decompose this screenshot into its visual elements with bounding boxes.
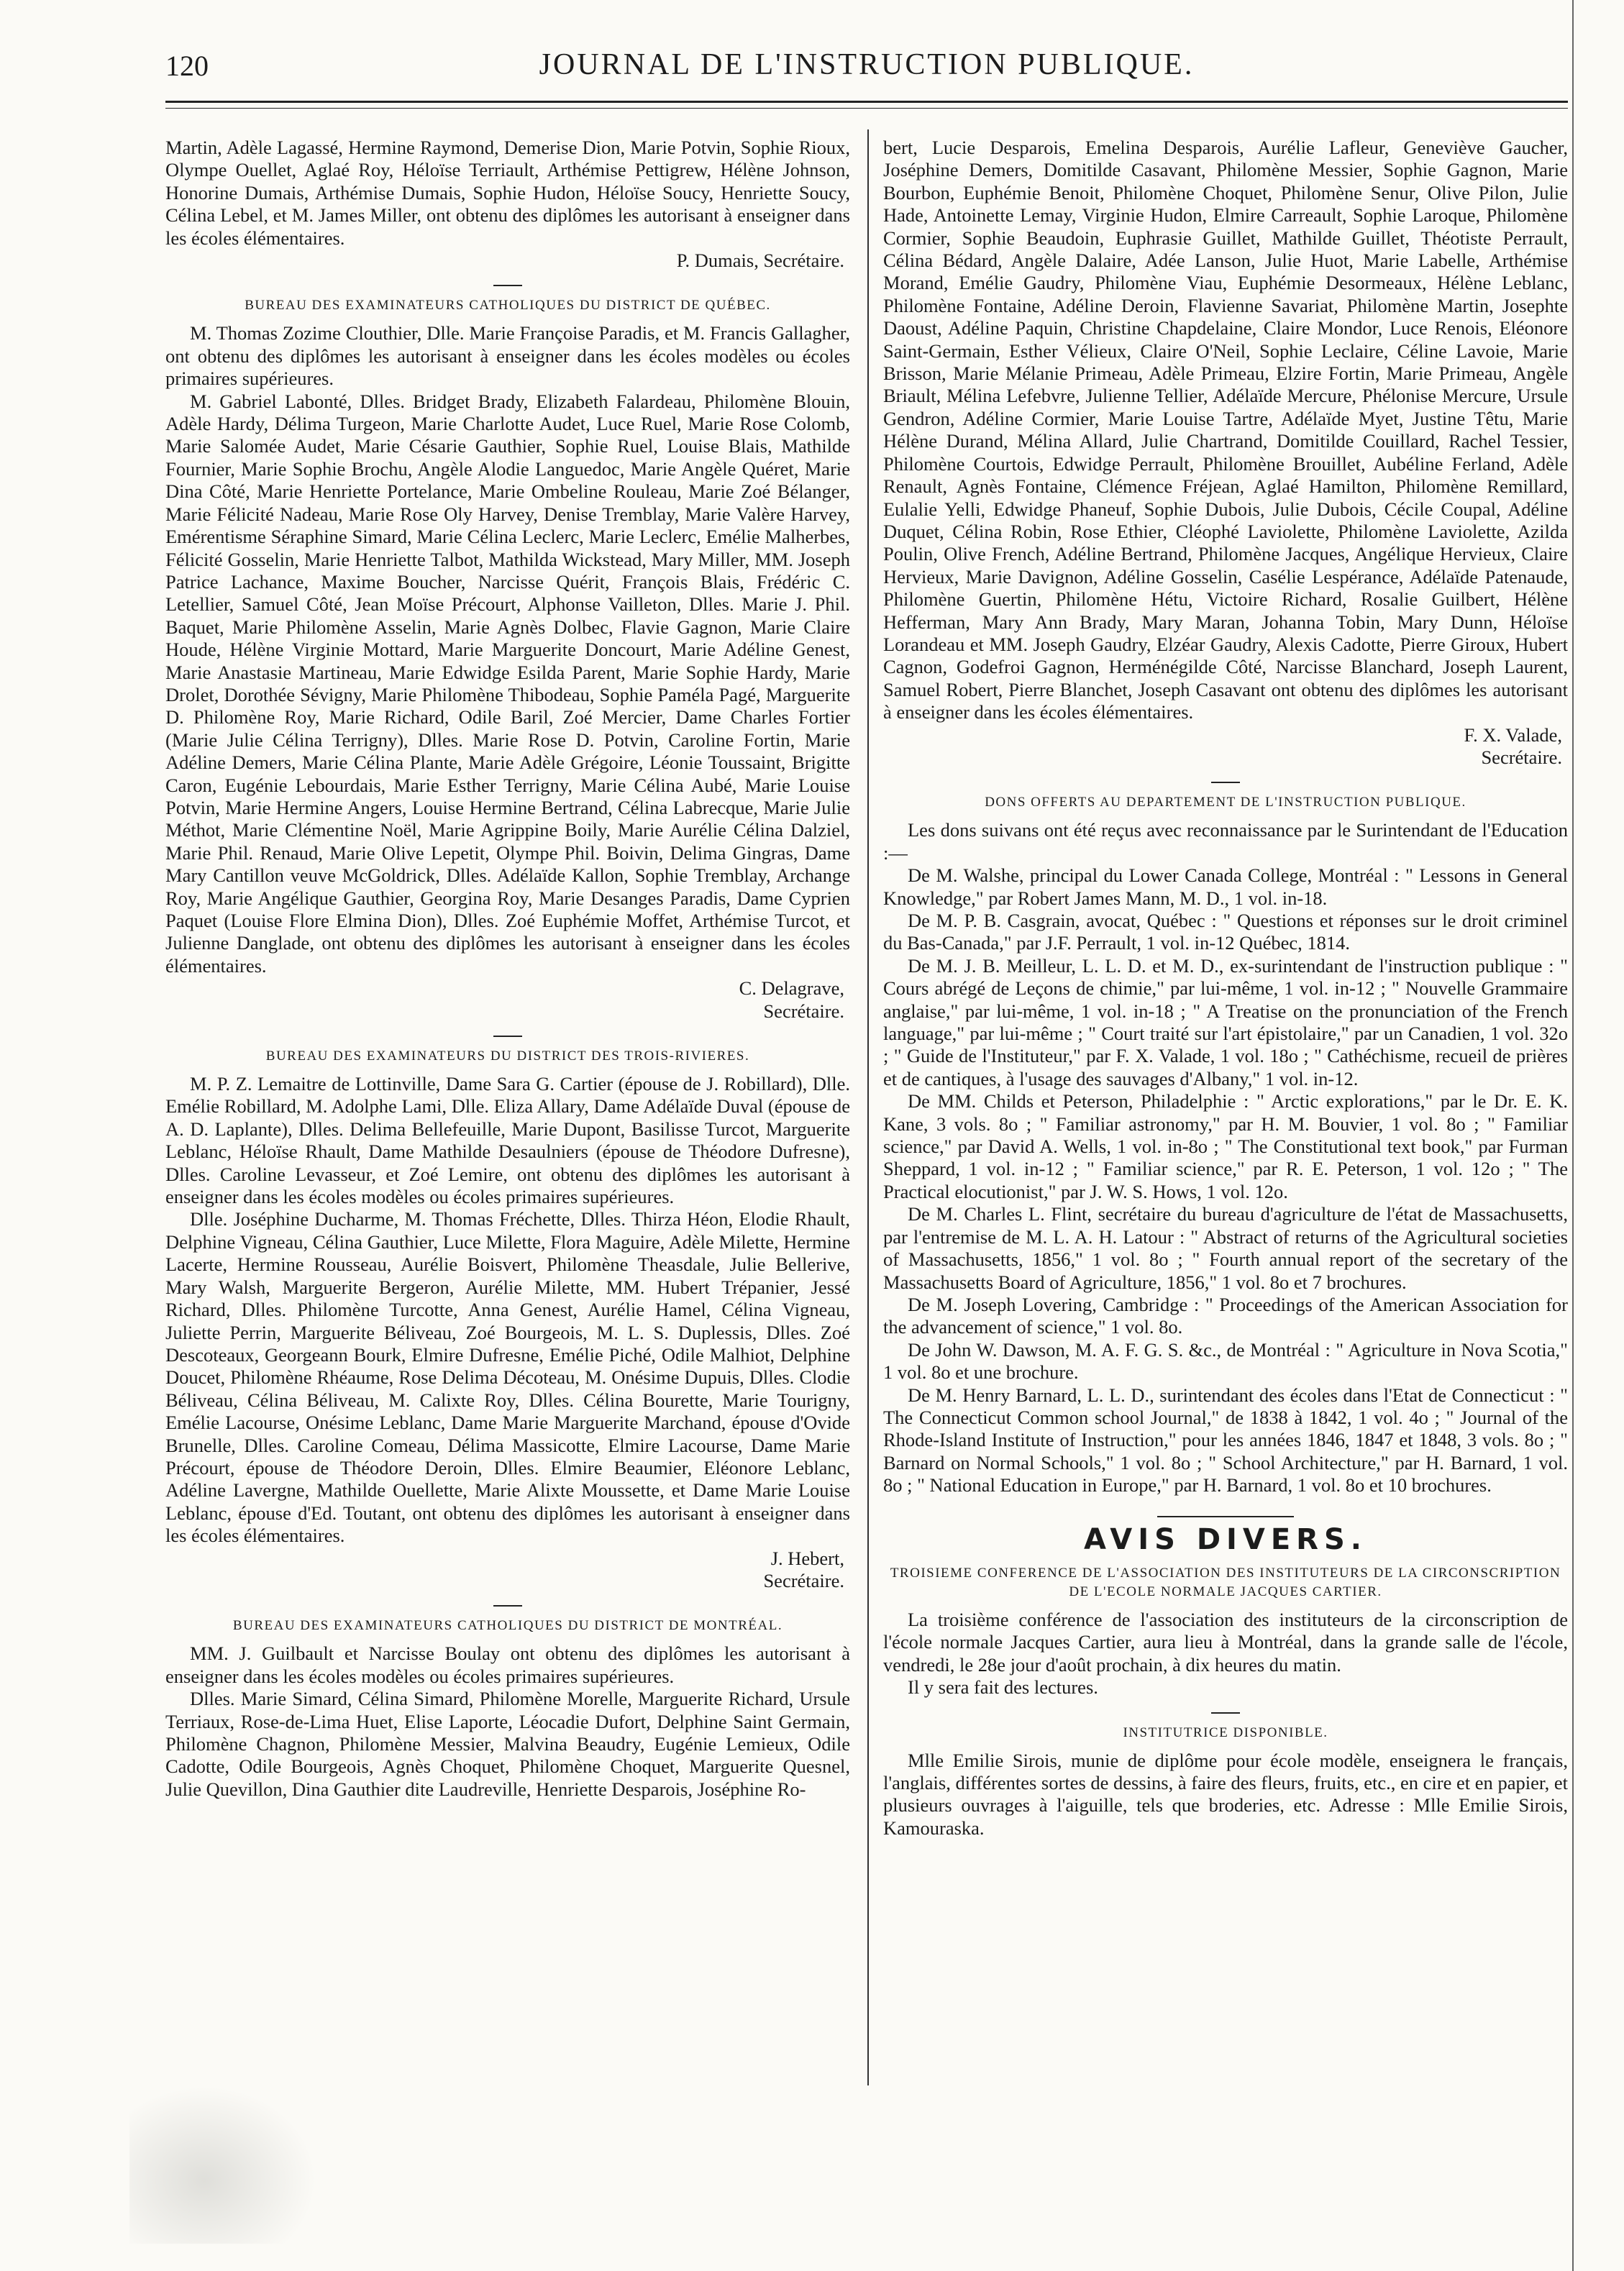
separator — [1211, 1712, 1240, 1714]
paragraph: De John W. Dawson, M. A. F. G. S. &c., de Montréal : " Agriculture in Nova Scotia," 1 vol. 8o et une brochure. — [883, 1338, 1568, 1384]
journal-title: JOURNAL DE L'INSTRUCTION PUBLIQUE. — [539, 48, 1195, 81]
section-heading: TROISIEME CONFERENCE DE L'ASSOCIATION DES INSTITUTEURS DE LA CIRCONSCRIPTION DE L'ECOLE NORMALE JACQUES CARTIER. — [890, 1565, 1561, 1599]
paragraph: M. P. Z. Lemaitre de Lottinville, Dame Sara G. Cartier (épouse de J. Robillard), Dlle. Emélie Robillard, M. Adolphe Lami, Dlle. Eliza Allary, Dame Adélaïde Duval (épouse de A. D. Laplante), Dlles. Delima Bellefeuille, Marie Dupont, Basilisse Turcot, Marguerite Leblanc, Héloïse Rhault, Dame Mathilde Desaulniers (épouse de Théodore Dufresne), Dlles. Caroline Levasseur, et Zoé Lemire, ont obtenu des diplômes les autorisant à enseigner dans les écoles modèles ou écoles primaires supérieures. — [165, 1073, 850, 1208]
signature: P. Dumais, Secrétaire. — [676, 250, 844, 272]
paragraph: Martin, Adèle Lagassé, Hermine Raymond, Demerise Dion, Marie Potvin, Sophie Rioux, Olympe Ouellet, Aglaé Roy, Héloïse Terriault, Arthémise Pettigrew, Hélène Johnson, Honorine Dumais, Arthémise Dumais, Sophie Hudon, Héloïse Soucy, Henriette Soucy, Célina Lebel, et M. James Miller, ont obtenu des diplômes les autorisant à enseigner dans les écoles élémentaires. — [165, 137, 850, 249]
column-divider — [867, 129, 869, 2085]
avis-divers-heading: AVIS DIVERS. — [1084, 1522, 1367, 1556]
page-edge-rule — [1572, 0, 1574, 2271]
paragraph: Dlles. Marie Simard, Célina Simard, Philomène Morelle, Marguerite Richard, Ursule Terriaux, Rose-de-Lima Huet, Elise Laporte, Léocadie Dufort, Delphine Saint Germain, Philomène Chagnon, Philomène Messier, Malvina Beaudry, Eugénie Lemieux, Odile Cadotte, Odile Bourgeois, Agnès Choquet, Philomène Choquet, Marguerite Quesnel, Julie Quevillon, Dina Gauthier dite Laudreville, Henriette Desparois, Joséphine Ro- — [165, 1688, 850, 1800]
paragraph: M. Thomas Zozime Clouthier, Dlle. Marie Françoise Paradis, et M. Francis Gallagher, ont obtenu des diplômes les autorisant à enseigner dans les écoles modèles ou écoles primaires supérieures. — [165, 322, 850, 390]
page-number: 120 — [165, 50, 209, 82]
section-heading: INSTITUTRICE DISPONIBLE. — [1123, 1724, 1328, 1740]
paragraph: MM. J. Guilbault et Narcisse Boulay ont obtenu des diplômes les autorisant à enseigner dans les écoles modèles ou écoles primaires supérieures. — [165, 1642, 850, 1687]
paper-stain — [129, 2085, 316, 2244]
separator — [493, 1036, 522, 1037]
signature-name: F. X. Valade, — [1464, 723, 1562, 746]
signature-title: Secrétaire. — [1481, 746, 1562, 768]
signature-title: Secrétaire. — [763, 1000, 844, 1022]
paragraph: bert, Lucie Desparois, Emelina Desparois, Aurélie Lafleur, Geneviève Gaucher, Joséphine Demers, Domitilde Casavant, Philomène Messier, Sophie Gagnon, Marie Bourbon, Euphémie Benoit, Philomène Choquet, Philomène Senur, Olive Pilon, Julie Hade, Antoinette Lemay, Virginie Hudon, Elmire Carreault, Sophie Laroque, Philomène Cormier, Sophie Beaudoin, Euphrasie Guillet, Mathilde Guillet, Théotiste Perrault, Célina Bédard, Angèle Dalaire, Adée Lanson, Julie Huot, Marie Labelle, Arthémise Morand, Emélie Gaudry, Philomène Viau, Euphémie Desormeaux, Hélène Leblanc, Philomène Fontaine, Adéline Deroin, Flavienne Savariat, Philomène Martin, Josephte Daoust, Adéline Paquin, Christine Chapdelaine, Claire Mondor, Luce Renois, Eléonore Saint-Germain, Esther Vélieux, Claire O'Neil, Sophie Leclaire, Céline Lavoie, Marie Brisson, Marie Mélanie Primeau, Adèle Primeau, Elzire Fortin, Marie Primeau, Angèle Briault, Mélina Lefebvre, Julienne Tellier, Adélaïde Mercure, Phélonise Mercure, Ursule Gendron, Adéline Cormier, Marie Louise Tartre, Adélaïde Myet, Justine Têtu, Marie Hélène Durand, Mélina Allard, Julie Chartrand, Domitilde Couillard, Rachel Tessier, Philomène Courtois, Edwidge Perrault, Philomène Brouillet, Aubéline Ferland, Adèle Renault, Agnès Fontaine, Clémence Fréjean, Aglaé Hamilton, Philomène Remillard, Eulalie Yelli, Edwidge Phaneuf, Sophie Dubois, Julie Dubois, Cécile Coupal, Adéline Duquet, Célina Robin, Rose Ethier, Cléophé Laviolette, Philomène Laviolette, Azilda Poulin, Olive French, Adéline Bertrand, Philomène Jacques, Angélique Hervieux, Claire Hervieux, Marie Davignon, Adéline Gosselin, Casélie Lespérance, Adélaïde Patenaude, Philomène Guertin, Philomène Hétu, Victoire Richard, Rosalie Guilbert, Hélène Hefferman, Mary Ann Brady, Mary Maran, Johanna Tobin, Mary Dunn, Héloïse Lorandeau et MM. Joseph Gaudry, Elzéar Gaudry, Alexis Cadotte, Pierre Giroux, Hubert Cagnon, Godefroi Gagnon, Herménégilde Côté, Narcisse Blanchard, Joseph Laurent, Samuel Robert, Pierre Blanchet, Joseph Casavant ont obtenu des diplômes les autorisant à enseigner dans les écoles élémentaires. — [883, 137, 1568, 723]
paragraph: Mlle Emilie Sirois, munie de diplôme pour école modèle, enseignera le français, l'anglais, différentes sortes de dessins, à faire des fleurs, fruits, etc., en cire et en papier, et plusieurs ouvrages à l'aiguille, tels que broderies, etc. Adresse : Mlle Emilie Sirois, Kamouraska. — [883, 1749, 1568, 1839]
right-column — [883, 137, 1568, 2093]
paragraph: Il y sera fait des lectures. — [908, 1676, 1098, 1699]
paragraph: M. Gabriel Labonté, Dlles. Bridget Brady, Elizabeth Falardeau, Philomène Blouin, Adèle Hardy, Délima Turgeon, Marie Charlotte Audet, Luce Ruel, Marie Rose Colomb, Marie Salomée Audet, Marie Césarie Gauthier, Sophie Ruel, Louise Blais, Mathilde Fournier, Marie Sophie Brochu, Angèle Alodie Languedoc, Marie Angèle Quéret, Marie Dina Côté, Marie Henriette Portelance, Marie Ombeline Rouleau, Marie Zoé Bélanger, Marie Félicité Nadeau, Marie Rose Oly Harvey, Denise Tremblay, Marie Valère Harvey, Emérentisme Séraphine Simard, Marie Célina Leclerc, Marie Leclerc, Emélie Malherbes, Félicité Gosselin, Marie Henriette Talbot, Mathilda Wickstead, Mary Miller, MM. Joseph Patrice Lachance, Maxime Boucher, Narcisse Quérit, François Blais, Frédéric C. Letellier, Samuel Côté, Jean Moïse Précourt, Alphonse Vailleton, Dlles. Marie J. Phil. Baquet, Marie Philomène Asselin, Marie Agnès Dolbec, Flavie Gagnon, Marie Claire Houde, Hélène Virginie Mottard, Marie Marguerite Doncourt, Marie Adéline Genest, Marie Anastasie Martineau, Marie Edwidge Esilda Parent, Marie Sophie Hardy, Marie Drolet, Dorothée Sévigny, Marie Philomène Thibodeau, Sophie Paméla Pagé, Marguerite D. Philomène Roy, Marie Richard, Odile Baril, Zoé Mercier, Dame Charles Fortier (Marie Julie Célina Terrigny), Dlles. Marie Rose D. Potvin, Caroline Fortin, Marie Adéline Demers, Marie Célina Plante, Marie Adèle Grégoire, Léonie Toussaint, Brigitte Caron, Eugénie Lebourdais, Marie Esther Terrigny, Marie Célina Aubé, Marie Louise Potvin, Marie Hermine Angers, Louise Hermine Bertrand, Célina Labrecque, Marie Julie Méthot, Marie Clémentine Noël, Marie Agrippine Boily, Marie Aurélie Célina Dalziel, Marie Phil. Renaud, Marie Olive Lepetit, Olympe Phil. Boivin, Delima Gingras, Dame Mary Cantillon veuve McGoldrick, Dlles. Adélaïde Kallon, Sophie Tremblay, Archange Roy, Marie Angélique Gauthier, Georgina Roy, Marie Desanges Paradis, Dame Cyprien Paquet (Louise Flore Elmina Dion), Dlles. Zoé Euphémie Moffet, Arthémise Turcot, et Julienne Danglade, ont obtenu des diplômes les autorisant à enseigner dans les écoles élémentaires. — [165, 390, 850, 977]
section-heading: BUREAU DES EXAMINATEURS CATHOLIQUES DU DISTRICT DE MONTRÉAL. — [232, 1618, 783, 1634]
section-heading: DONS OFFERTS AU DEPARTEMENT DE L'INSTRUCTION PUBLIQUE. — [985, 795, 1466, 810]
paragraph: Les dons suivans ont été reçus avec reconnaissance par le Surintendant de l'Education :— — [883, 819, 1568, 864]
section-heading: BUREAU DES EXAMINATEURS DU DISTRICT DES TROIS-RIVIERES. — [265, 1048, 750, 1064]
paragraph: De M. Henry Barnard, L. L. D., surintendant des écoles dans l'Etat de Connecticut : " The Connecticut Common school Journal," de 1838 à 1842, 1 vol. 4o ; " Journal of the Rhode-Island Institute of Instruction," pour les années 1846, 1847 et 1848, 3 vols. 8o ; " Barnard on Normal Schools," 1 vol. 8o ; " School Architecture," par H. Barnard, 1 vol. 8o ; " National Education in Europe," par H. Barnard, 1 vol. 8o et 10 brochures. — [883, 1384, 1568, 1497]
separator — [1211, 782, 1240, 783]
header-rule-thin — [165, 108, 1568, 109]
paragraph: De M. J. B. Meilleur, L. L. D. et M. D., ex-surintendant de l'instruction publique : " Cours abrégé de Leçons de chimie," par lui-même, 1 vol. in-12 ; " Nouvelle Grammaire anglaise," par lui-même, 1 vol. in-18 ; " A Treatise on the pronunciation of the French language," par lui-même ; " Court traité sur l'art épistolaire," par un Canadien, 1 vol. 32o ; " Guide de l'Instituteur," par F. X. Valade, 1 vol. 18o ; " Cathéchisme, recueil de prières et de cantiques, à l'usage des sauvages d'Albany," 1 vol. in-12. — [883, 954, 1568, 1089]
signature-name: C. Delagrave, — [739, 977, 844, 1000]
section-heading: BUREAU DES EXAMINATEURS CATHOLIQUES DU DISTRICT DE QUÉBEC. — [245, 298, 771, 314]
header-rule — [165, 101, 1568, 103]
paragraph: La troisième conférence de l'association des instituteurs de la circonscription de l'école normale Jacques Cartier, aura lieu à Montréal, dans la grande salle de l'école, vendredi, le 28e jour d'août prochain, à dix heures du matin. — [883, 1608, 1568, 1676]
signature-name: J. Hebert, — [770, 1547, 844, 1569]
separator-wide — [1157, 1516, 1294, 1517]
left-column — [165, 137, 850, 2093]
signature-title: Secrétaire. — [763, 1569, 844, 1591]
paragraph: De M. Walshe, principal du Lower Canada College, Montréal : " Lessons in General Knowledge," par Robert James Mann, M. D., 1 vol. in-18. — [883, 864, 1568, 909]
separator — [493, 1605, 522, 1607]
paragraph: De M. P. B. Casgrain, avocat, Québec : " Questions et réponses sur le droit criminel du Bas-Canada," par J.F. Perrault, 1 vol. in-12 Québec, 1814. — [883, 910, 1568, 954]
page-header — [165, 45, 1568, 95]
paragraph: De M. Charles L. Flint, secrétaire du bureau d'agriculture de l'état de Massachusetts, par l'entremise de M. L. A. H. Latour : " Abstract of returns of the Agricultural societies of Massachusetts, 1856," 1 vol. 8o ; " Fourth annual report of the secretary of the Massachusetts Board of Agriculture, 1856," 1 vol. 8o et 7 brochures. — [883, 1203, 1568, 1293]
paragraph: Dlle. Joséphine Ducharme, M. Thomas Fréchette, Dlles. Thirza Héon, Elodie Rhault, Delphine Vigneau, Célina Gauthier, Luce Milette, Flora Maguire, Adèle Milette, Hermine Lacerte, Hermine Rousseau, Aurélie Boisvert, Philomène Theasdale, Julie Bellerive, Mary Walsh, Marguerite Bergeron, Aurélie Milette, MM. Hubert Trépanier, Jessé Richard, Dlles. Philomène Turcotte, Anna Genest, Aurélie Hamel, Célina Vigneau, Juliette Perrin, Marguerite Béliveau, Zoé Bourgeois, M. L. S. Duplessis, Dlles. Zoé Descoteaux, Georgeann Bourk, Elmire Dufresne, Emélie Piché, Odile Malhiot, Delphine Doucet, Philomène Rhéaume, Rose Delima Décoteau, M. Onésime Dupuis, Dlles. Clodie Béliveau, Célina Béliveau, M. Calixte Roy, Dlles. Célina Bourette, Marie Tourigny, Emélie Lacourse, Onésime Leblanc, Dame Marie Marguerite Marchand, épouse d'Ovide Brunelle, Dlles. Caroline Comeau, Délima Massicotte, Elmire Lacourse, Dame Marie Précourt, épouse de Théodore Deroin, Dlles. Elmire Beaumier, Eléonore Leblanc, Adéline Lavergne, Mathilde Ouellette, Marie Alixte Moussette, et Dame Marie Louise Leblanc, épouse d'Ed. Toutant, ont obtenu des diplômes les autorisant à enseigner dans les écoles élémentaires. — [165, 1208, 850, 1547]
paragraph: De MM. Childs et Peterson, Philadelphie : " Arctic explorations," par le Dr. E. K. Kane, 3 vols. 8o ; " Familiar astronomy," par H. M. Bouvier, 1 vol. 8o ; " Familiar science," par David A. Wells, 1 vol. in-8o ; " The Constitutional text book," par Furman Sheppard, 1 vol. in-12 ; " Familiar science," par R. E. Peterson, 1 vol. 12o ; " The Practical elocutionist," par J. W. S. Hows, 1 vol. 12o. — [883, 1090, 1568, 1202]
paragraph: De M. Joseph Lovering, Cambridge : " Proceedings of the American Association for the advancement of science," 1 vol. 8o. — [883, 1293, 1568, 1338]
separator — [493, 285, 522, 286]
